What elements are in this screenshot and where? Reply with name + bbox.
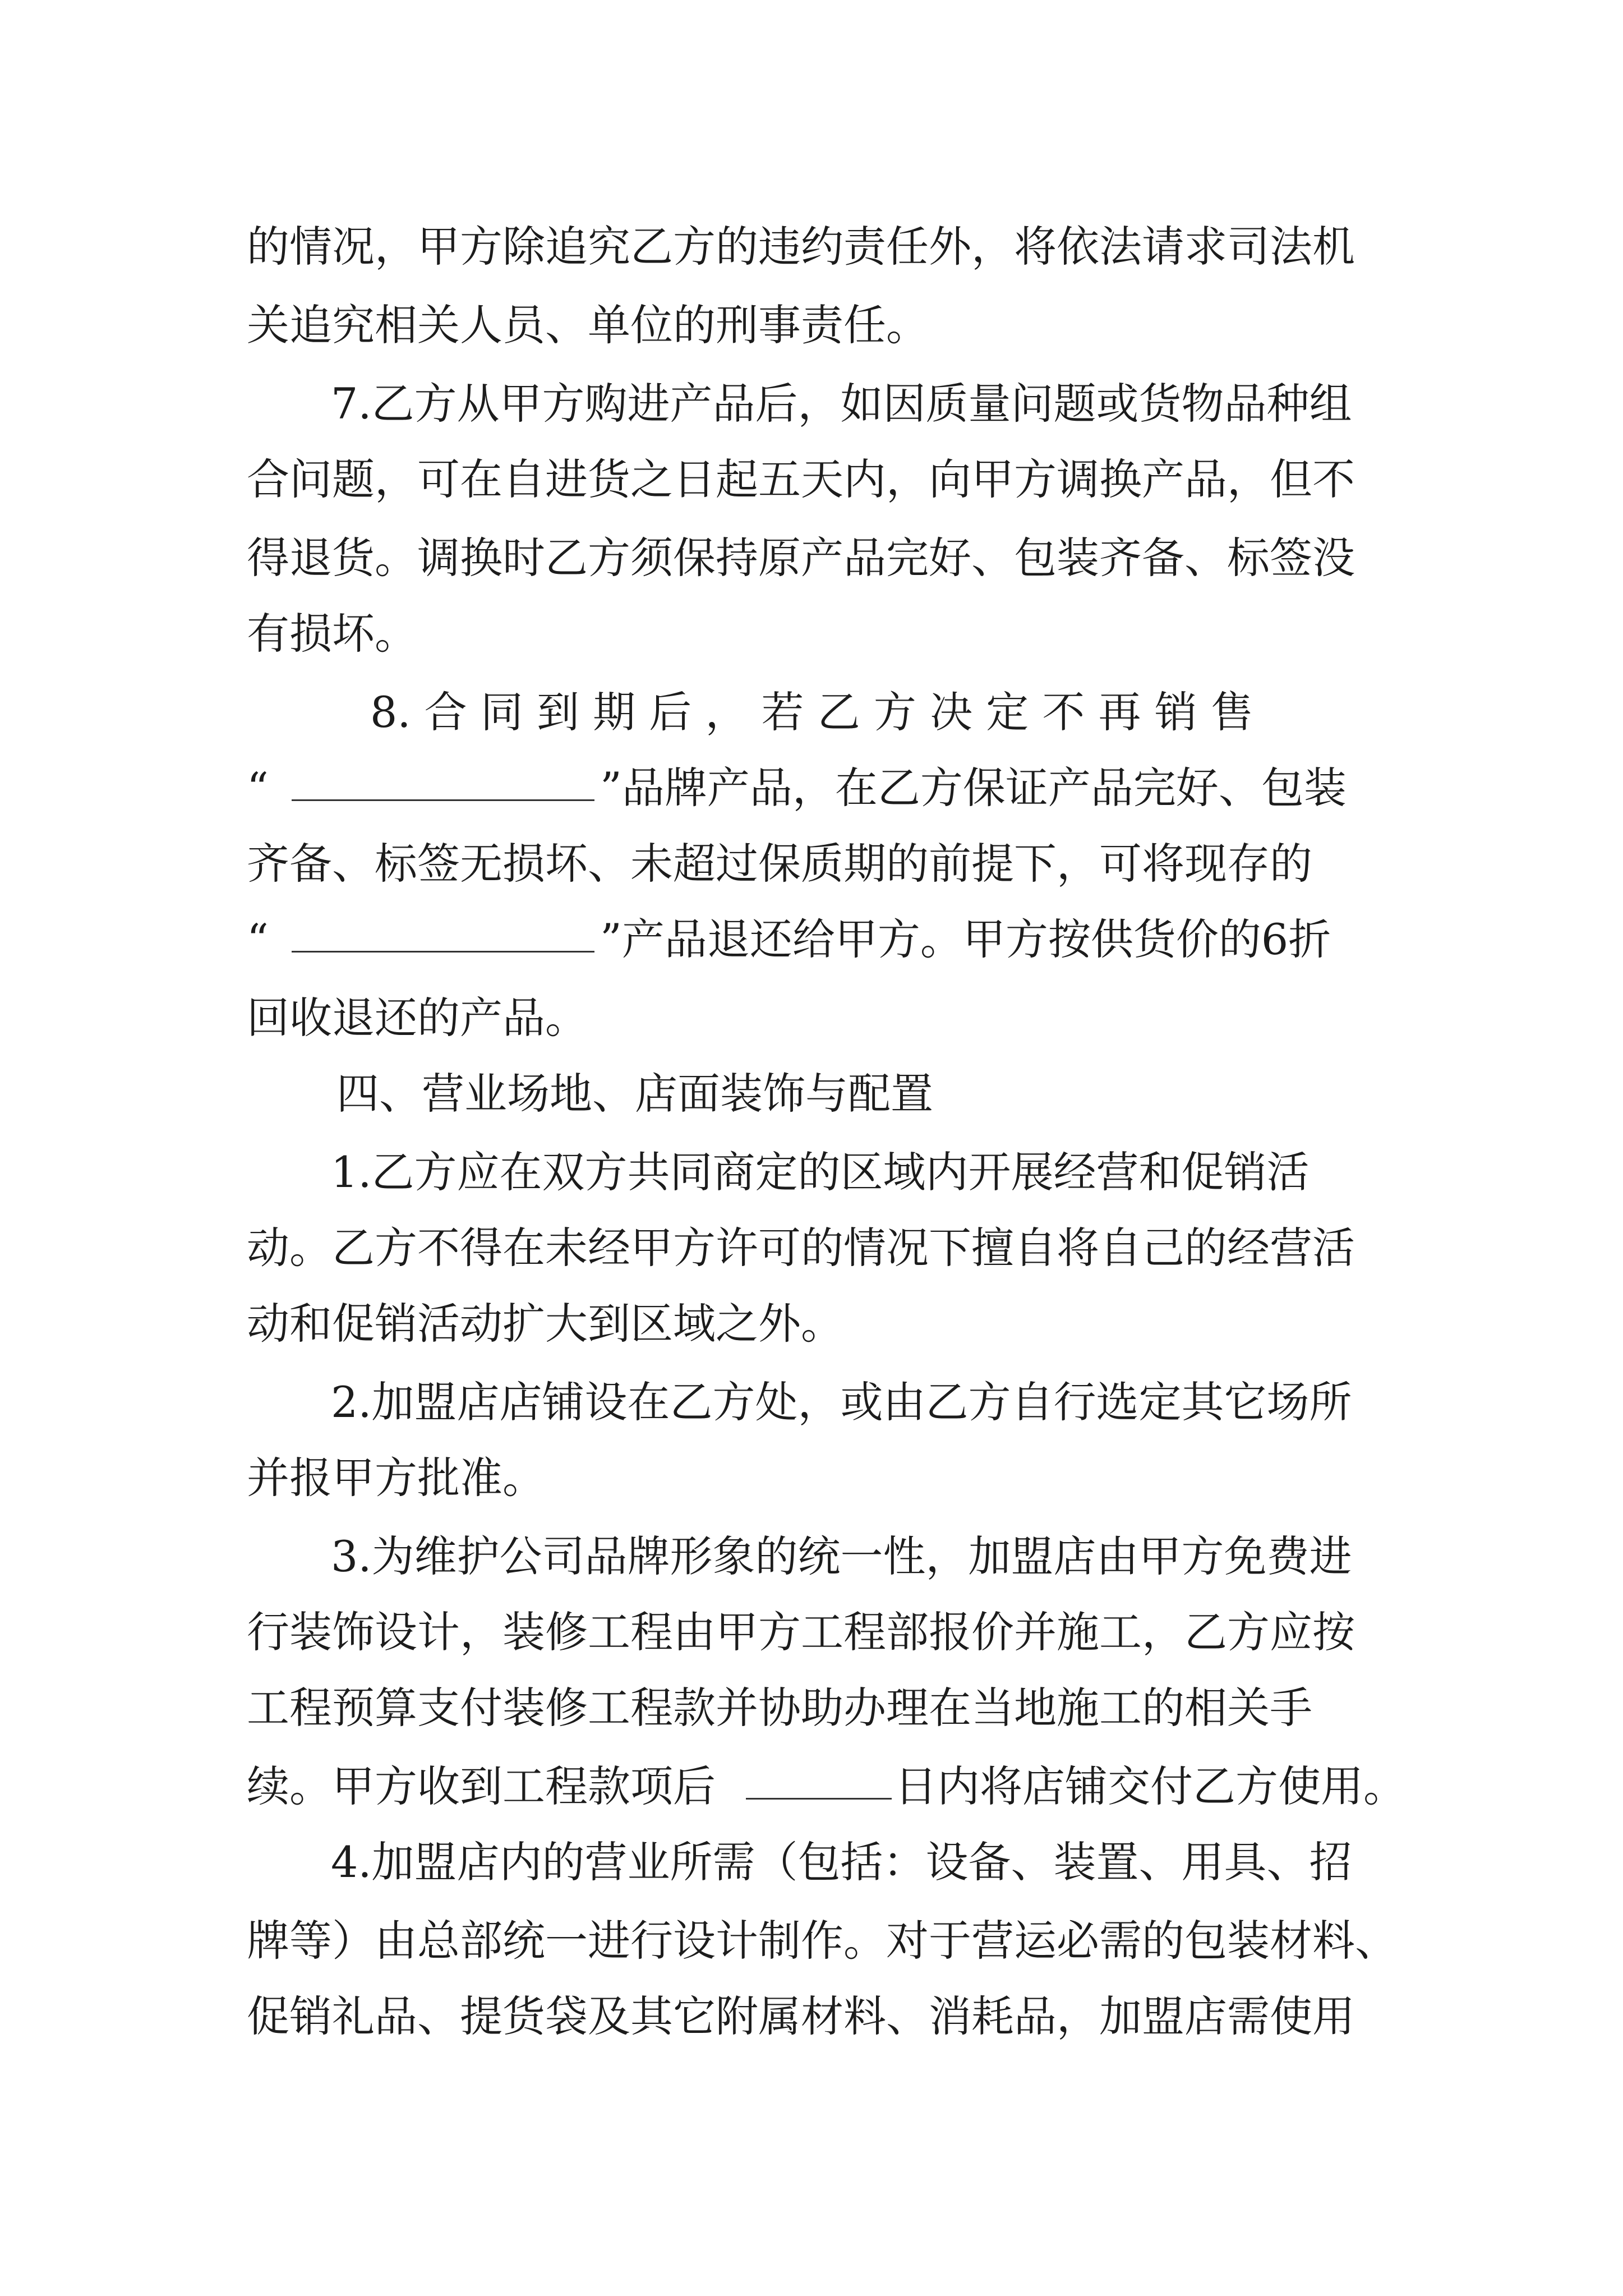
text-run: 得退货。调换时乙方须保持原产品完好、包装齐备、标签没 bbox=[247, 533, 1355, 583]
text-run: 行装饰设计，装修工程由甲方工程部报价并施工，乙方应按 bbox=[247, 1607, 1355, 1657]
text-line bbox=[0, 1902, 1623, 1980]
text-line bbox=[0, 1593, 1623, 1672]
text-run: 促销礼品、提货袋及其它附属材料、消耗品，加盟店需使用 bbox=[247, 1991, 1355, 2041]
text-run: ”品牌产品，在乙方保证产品完好、包装 bbox=[600, 763, 1347, 813]
text-run: ”产品退还给甲方。甲方按供货价的6折 bbox=[600, 914, 1331, 964]
text-run: 1.乙方应在双方共同商定的区域内开展经营和促销活 bbox=[331, 1147, 1310, 1197]
text-line bbox=[0, 1517, 1623, 1596]
text-run: 动和促销活动扩大到区域之外。 bbox=[247, 1299, 843, 1349]
text-line bbox=[0, 673, 1623, 752]
text-run: 工程预算支付装修工程款并协助办理在当地施工的相关手 bbox=[247, 1683, 1312, 1733]
section-heading bbox=[0, 1055, 1623, 1133]
text-line bbox=[0, 825, 1623, 903]
text-run: 关追究相关人员、单位的刑事责任。 bbox=[247, 300, 929, 350]
text-run: “ bbox=[247, 914, 269, 964]
text-line bbox=[0, 1439, 1623, 1517]
text-run: 8. 合 同 到 期 后 ， 若 乙 方 决 定 不 再 销 售 bbox=[370, 687, 1253, 737]
text-line bbox=[0, 1285, 1623, 1363]
text-run: “ bbox=[247, 763, 269, 813]
text-line bbox=[0, 1133, 1623, 1212]
text-run: 4.加盟店内的营业所需（包括：设备、装置、用具、招 bbox=[331, 1837, 1352, 1887]
text-run: 7.乙方从甲方购进产品后，如因质量问题或货物品种组 bbox=[331, 379, 1352, 429]
text-run: 齐备、标签无损坏、未超过保质期的前提下，可将现存的 bbox=[247, 839, 1312, 889]
text-line bbox=[0, 1977, 1623, 2056]
text-run: 续。甲方收到工程款项后 bbox=[247, 1761, 716, 1811]
text-line bbox=[0, 286, 1623, 365]
text-run: 日内将店铺交付乙方使用。 bbox=[895, 1761, 1406, 1811]
text-line bbox=[0, 749, 1623, 827]
text-run: 回收退还的产品。 bbox=[247, 993, 588, 1043]
text-run: 有损坏。 bbox=[247, 609, 417, 659]
text-run: 的情况，甲方除追究乙方的违约责任外，将依法请求司法机 bbox=[247, 222, 1355, 272]
text-line bbox=[0, 208, 1623, 286]
text-line bbox=[0, 440, 1623, 519]
text-run: 3.为维护公司品牌形象的统一性，加盟店由甲方免费进 bbox=[331, 1531, 1352, 1581]
text-run: 并报甲方批准。 bbox=[247, 1453, 545, 1503]
text-line bbox=[0, 900, 1623, 979]
text-line bbox=[0, 595, 1623, 673]
text-run: 牌等）由总部统一进行设计制作。对于营运必需的包装材料、 bbox=[247, 1916, 1398, 1966]
text-run: 动。乙方不得在未经甲方许可的情况下擅自将自己的经营活 bbox=[247, 1223, 1355, 1273]
text-line bbox=[0, 1823, 1623, 1902]
text-line bbox=[0, 365, 1623, 443]
text-line bbox=[0, 519, 1623, 597]
text-line bbox=[0, 1209, 1623, 1287]
text-line bbox=[0, 1669, 1623, 1747]
text-run: 合问题，可在自进货之日起五天内，向甲方调换产品，但不 bbox=[247, 454, 1355, 504]
fill-in-blank[interactable] bbox=[292, 765, 594, 801]
text-line bbox=[0, 1363, 1623, 1442]
text-run: 四、营业场地、店面装饰与配置 bbox=[336, 1069, 933, 1119]
text-line bbox=[0, 1747, 1623, 1826]
fill-in-blank[interactable] bbox=[746, 1763, 892, 1800]
text-line bbox=[0, 979, 1623, 1057]
fill-in-blank[interactable] bbox=[292, 916, 594, 953]
text-run: 2.加盟店店铺设在乙方处，或由乙方自行选定其它场所 bbox=[331, 1377, 1352, 1427]
